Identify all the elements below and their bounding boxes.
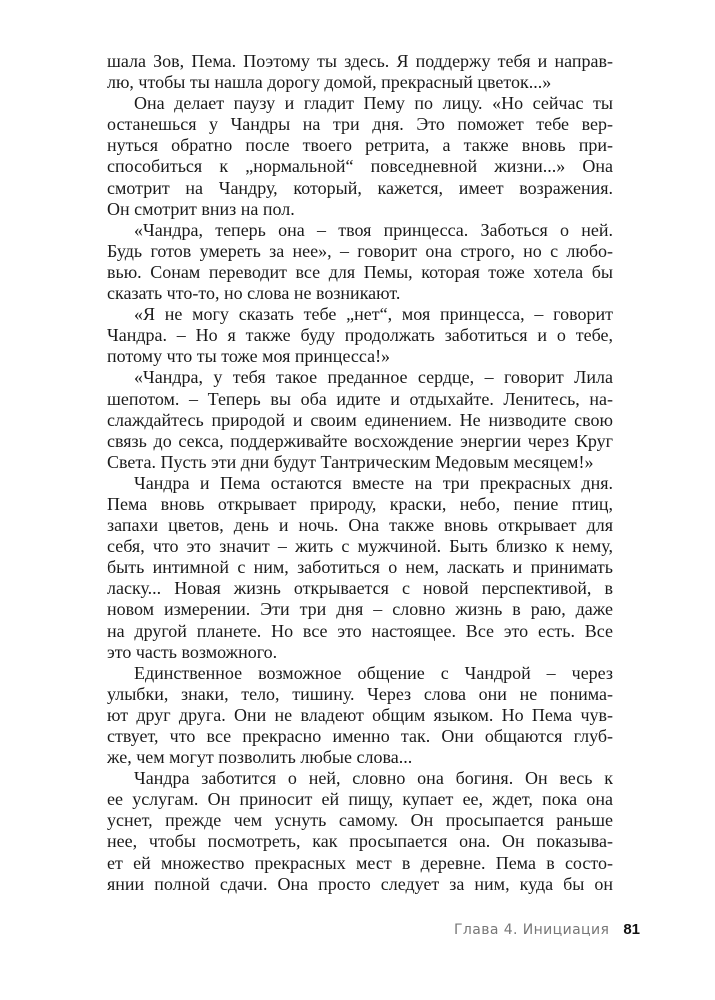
text-line: быть интимной с ним, заботиться о нем, ласкать и принимать — [107, 557, 613, 578]
paragraph — [107, 367, 613, 472]
text-line: «Чандра, у тебя такое преданное сердце, – говорит Лила — [134, 367, 613, 388]
text-line: ее услугам. Он приносит ей пищу, купает ее, ждет, пока она — [107, 789, 613, 810]
text-line: шала Зов, Пема. Поэтому ты здесь. Я поддержу тебя и направ- — [107, 51, 613, 71]
text-line: «Я не могу сказать тебе „нет“, моя принцесса, – говорит — [134, 304, 613, 325]
text-line: себя, что это значит – жить с мужчиной. Быть близко к нему, — [107, 536, 613, 557]
text-line: улыбки, знаки, тело, тишину. Через слова они не понима- — [107, 683, 613, 704]
text-line: потому что ты тоже моя принцесса!» — [107, 346, 391, 367]
paragraph — [107, 663, 613, 768]
text-line: Чандра заботится о ней, словно она богиня. Он весь к — [134, 768, 613, 789]
page-footer — [454, 921, 640, 938]
running-chapter-title: Глава 4. Инициация — [453, 922, 610, 938]
text-line: Она делает паузу и гладит Пему по лицу. «Но сейчас ты — [134, 93, 613, 114]
text-line: останешься у Чандры на три дня. Это поможет тебе вер- — [107, 114, 613, 135]
text-line: лю, чтобы ты нашла дорогу домой, прекрасный цветок...» — [107, 72, 552, 93]
paragraph — [107, 51, 613, 93]
text-line: ют друг друга. Они не владеют общим языком. Но Пема чув- — [107, 704, 613, 725]
text-line: смотрит на Чандру, который, кажется, имеет возражения. — [107, 177, 613, 198]
text-line: на другой планете. Но все это настоящее. Все это есть. Все — [107, 620, 613, 641]
text-line: Пема вновь открывает природу, краски, небо, пение птиц, — [107, 493, 613, 514]
text-line: ласку... Новая жизнь открывается с новой перспективой, в — [107, 578, 613, 599]
paragraph — [107, 220, 613, 304]
text-line: «Чандра, теперь она – твоя принцесса. Заботься о ней. — [134, 219, 613, 240]
paragraph — [107, 304, 613, 367]
text-line: Он смотрит вниз на пол. — [107, 198, 295, 219]
text-line: слаждайтесь природой и своим единением. Не низводите свою — [107, 409, 613, 430]
text-line: новом измерении. Эти три дня – словно жизнь в раю, даже — [107, 599, 613, 620]
page-number: 81 — [623, 921, 640, 938]
text-line: запахи цветов, день и ночь. Она также вновь открывает для — [107, 515, 613, 536]
text-line: же, чем могут позволить любые слова... — [107, 747, 413, 768]
text-line: ет ей множество прекрасных мест в деревне. Пема в состо- — [107, 852, 613, 873]
text-line: уснет, прежде чем уснуть самому. Он просыпается раньше — [107, 810, 613, 831]
text-line: Чандра. – Но я также буду продолжать заботиться и о тебе, — [107, 325, 613, 346]
text-line: Чандра и Пема остаются вместе на три прекрасных дня. — [134, 472, 613, 493]
paragraph — [107, 768, 613, 895]
text-line: шепотом. – Теперь вы оба идите и отдыхайте. Ленитесь, на- — [107, 388, 613, 409]
text-line: способиться к „нормальной“ повседневной жизни...» Она — [107, 156, 613, 177]
text-line: ствует, что все прекрасно именно так. Они общаются глуб- — [107, 726, 613, 746]
text-line: янии полной сдачи. Она просто следует за ним, куда бы он — [107, 873, 613, 894]
text-line: Будь готов умереть за нее», – говорит она строго, но с любо- — [107, 240, 613, 261]
text-line: вью. Сонам переводит все для Пемы, которая тоже хотела бы — [107, 261, 613, 282]
text-line: нее, чтобы посмотреть, как просыпается она. Он показыва- — [107, 831, 613, 852]
text-line: связь до секса, поддерживайте восхождение энергии через Круг — [107, 430, 613, 451]
text-line: это часть возможного. — [107, 641, 278, 662]
body-text — [107, 51, 613, 895]
text-line: Единственное возможное общение с Чандрой – через — [134, 662, 613, 683]
paragraph — [107, 93, 613, 220]
paragraph — [107, 473, 613, 663]
text-line: Света. Пусть эти дни будут Тантрическим Медовым месяцем!» — [107, 451, 594, 472]
text-line: сказать что-то, но слова не возникают. — [107, 283, 401, 304]
text-line: нуться обратно после твоего ретрита, а также вновь при- — [107, 135, 613, 156]
